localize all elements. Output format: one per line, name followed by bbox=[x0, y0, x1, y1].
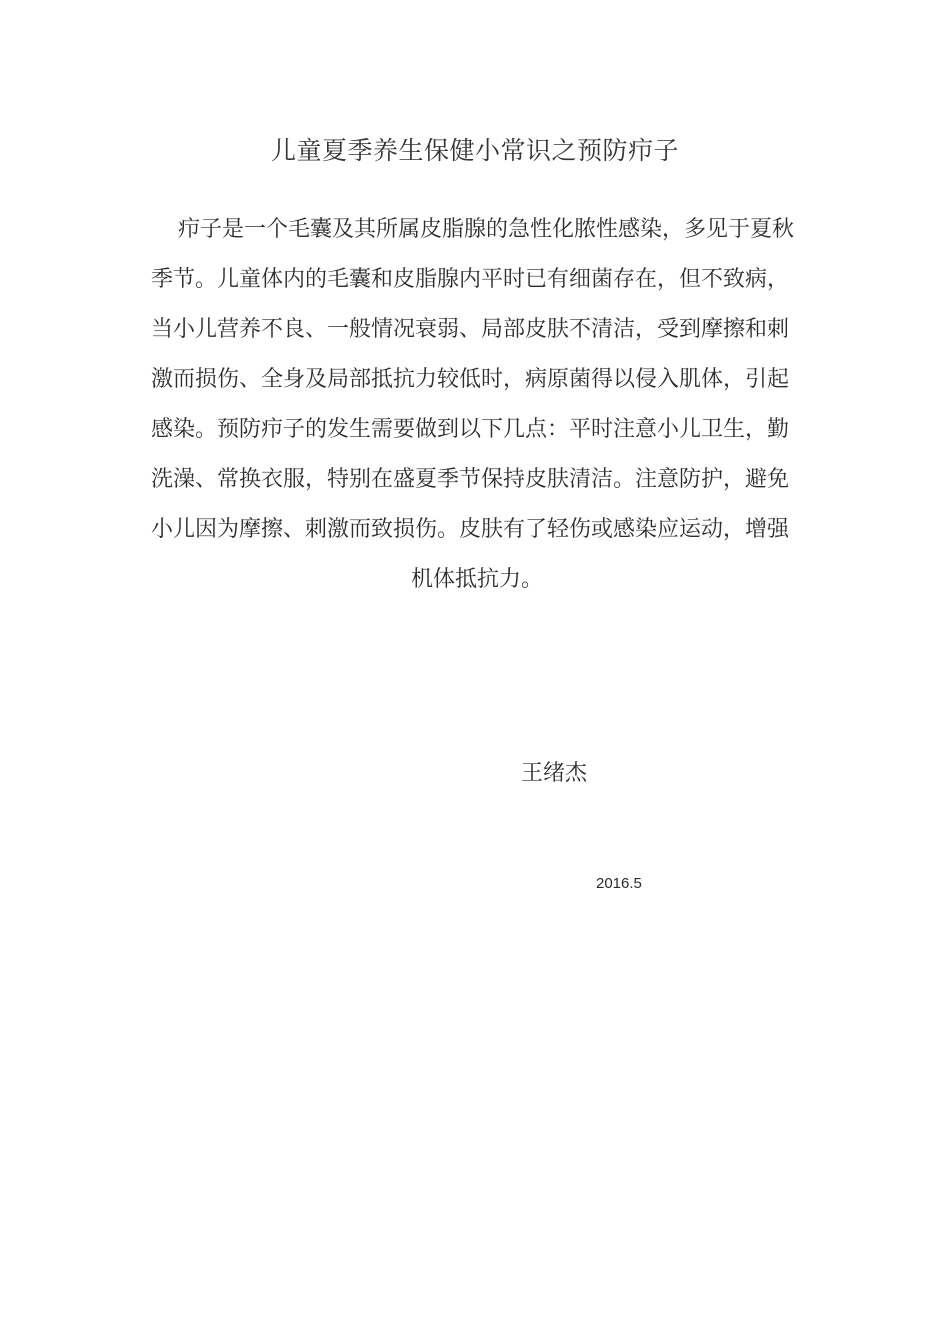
body-paragraph bbox=[151, 205, 803, 605]
paragraph-line: 疖子是一个毛囊及其所属皮脂腺的急性化脓性感染，多见于夏秋 bbox=[178, 217, 795, 242]
paragraph-line: 洗澡、常换衣服，特别在盛夏季节保持皮肤清洁。注意防护，避免 bbox=[151, 467, 790, 492]
document-date: 2016.5 bbox=[596, 875, 642, 892]
paragraph-line: 小儿因为摩擦、刺激而致损伤。皮肤有了轻伤或感染应运动，增强 bbox=[151, 517, 790, 542]
paragraph-line: 季节。儿童体内的毛囊和皮脂腺内平时已有细菌存在，但不致病， bbox=[151, 267, 790, 292]
author-signature: 王绪杰 bbox=[521, 761, 588, 786]
paragraph-line: 感染。预防疖子的发生需要做到以下几点：平时注意小儿卫生，勤 bbox=[151, 417, 790, 442]
document-title: 儿童夏季养生保健小常识之预防疖子 bbox=[270, 136, 679, 165]
paragraph-line: 机体抵抗力。 bbox=[410, 567, 543, 592]
paragraph-line: 激而损伤、全身及局部抵抗力较低时，病原菌得以侵入肌体，引起 bbox=[151, 367, 790, 392]
paragraph-line: 当小儿营养不良、一般情况衰弱、局部皮肤不清洁，受到摩擦和刺 bbox=[151, 317, 790, 342]
